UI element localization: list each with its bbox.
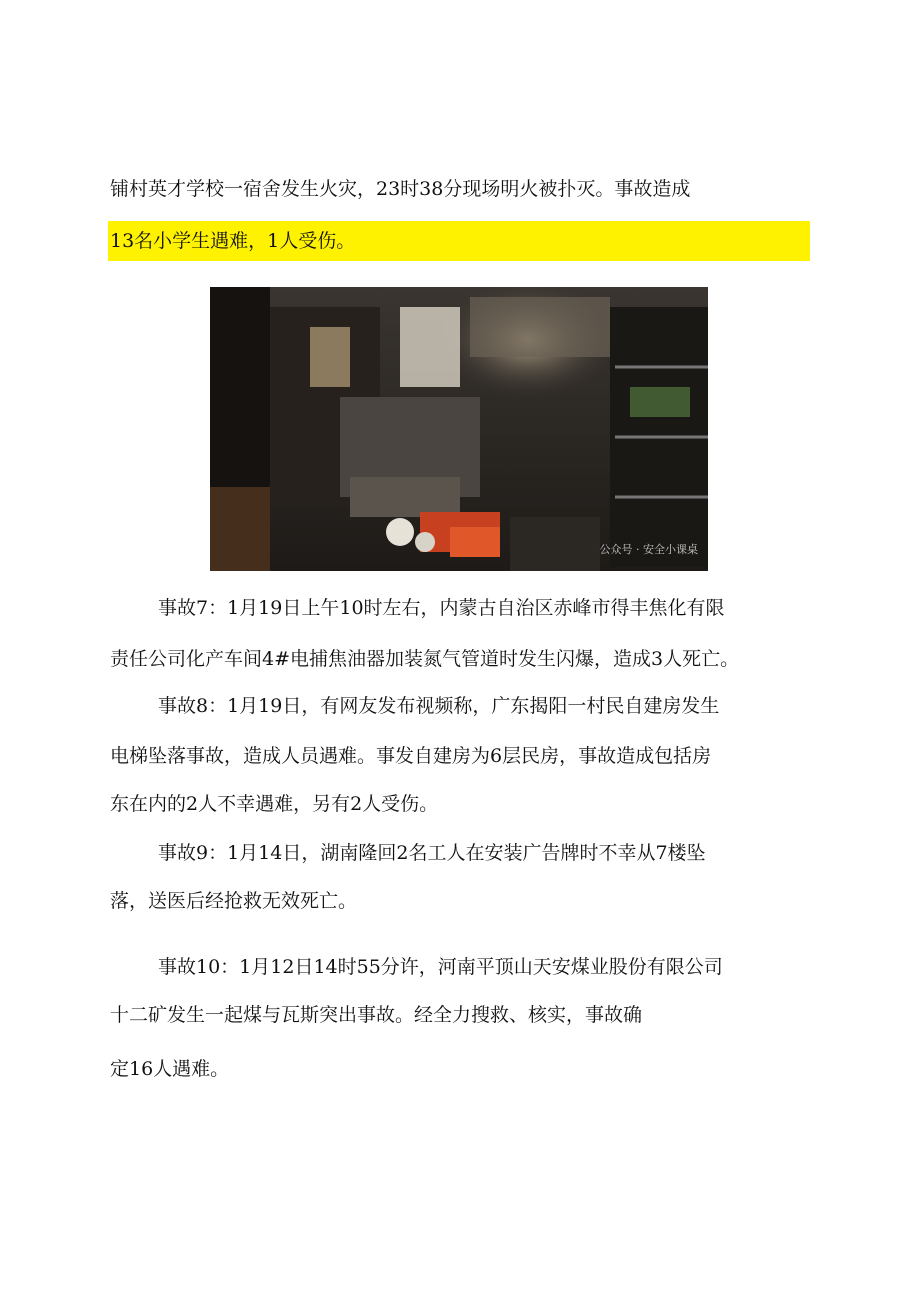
watermark [600,541,699,557]
paragraph-line: 定16人遇难。 [110,1058,230,1080]
paragraph-line: 电梯坠落事故，造成人员遇难。事发自建房为6层民房，事故造成包括房 [110,745,712,767]
paragraph-line: 事故10：1月12日14时55分许，河南平顶山天安煤业股份有限公司 [158,956,723,978]
paragraph-line: 铺村英才学校一宿舍发生火灾，23时38分现场明火被扑灭。事故造成 [110,178,691,200]
highlighted-line: 13名小学生遇难，1人受伤。 [110,230,356,252]
paragraph-line: 落，送医后经抢救无效死亡。 [110,890,358,912]
paragraph-line: 责任公司化产车间4#电捕焦油器加装氮气管道时发生闪爆，造成3人死亡。 [110,648,740,670]
paragraph-line: 东在内的2人不幸遇难，另有2人受伤。 [110,793,439,815]
watermark-text: 公众号 · 安全小课桌 [599,543,698,556]
paragraph-line: 事故9：1月14日，湖南隆回2名工人在安装广告牌时不幸从7楼坠 [158,842,706,864]
fire-scene-photo [210,287,708,571]
paragraph-line: 事故7：1月19日上午10时左右，内蒙古自治区赤峰市得丰焦化有限 [158,597,725,619]
paragraph-line: 事故8：1月19日，有网友发布视频称，广东揭阳一村民自建房发生 [158,695,720,717]
paragraph-line: 十二矿发生一起煤与瓦斯突出事故。经全力搜救、核实，事故确 [110,1004,643,1026]
